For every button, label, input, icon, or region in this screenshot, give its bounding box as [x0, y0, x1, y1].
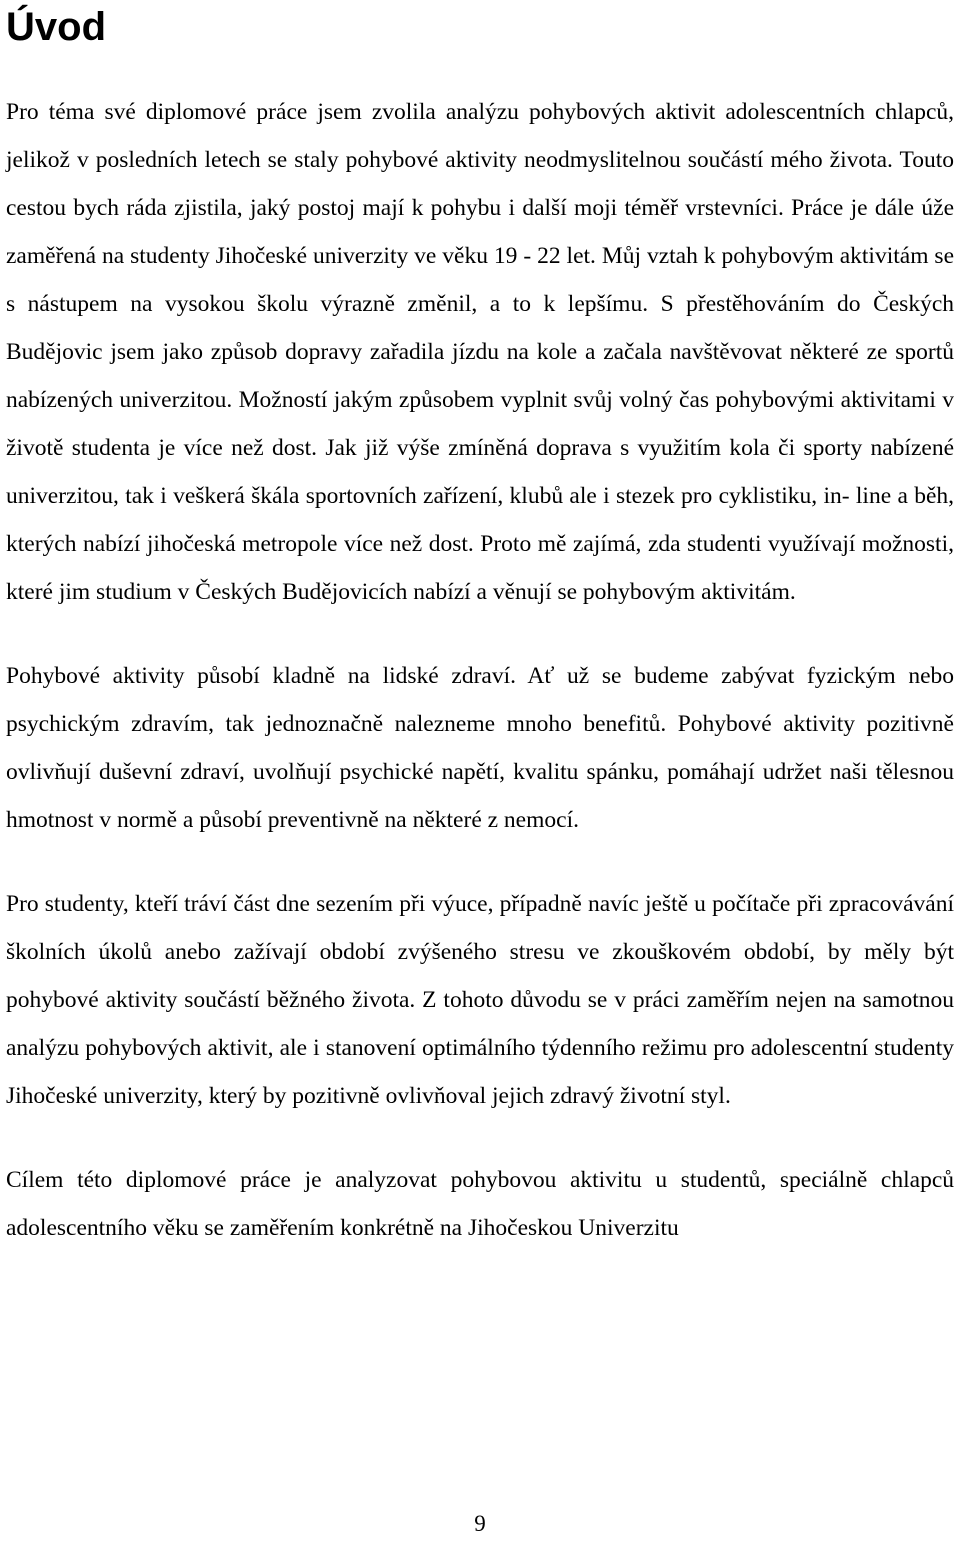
page-number: 9 — [474, 1511, 486, 1536]
paragraph-1: Pro téma své diplomové práce jsem zvolila analýzu pohybových aktivit adolescentních chlapců, jelikož v posledních letech se staly pohybové aktivity neodmyslitelnou součástí mého života. Touto cestou bych ráda zjistila, jaký postoj mají k pohybu i další moji téměř vrstevníci. Práce je dále úže zaměřená na studenty Jihočeské univerzity ve věku 19 - 22 let. Můj vztah k pohybovým aktivitám se s nástupem na vysokou školu výrazně změnil, a to k lepšímu. S přestěhováním do Českých Budějovic jsem jako způsob dopravy zařadila jízdu na kole a začala navštěvovat některé ze sportů nabízených univerzitou. Možností jakým způsobem vyplnit svůj volný čas pohybovými aktivitami v životě studenta je více než dost. Jak již výše zmíněná doprava s využitím kola či sporty nabízené univerzitou, tak i veškerá škála sportovních zařízení, klubů ale i stezek pro cyklistiku, in- line a běh, kterých nabízí jihočeská metropole více než dost. Proto mě zajímá, zda studenti využívají možnosti, které jim studium v Českých Budějovicích nabízí a věnují se pohybovým aktivitám. — [6, 99, 954, 605]
paragraph-2: Pohybové aktivity působí kladně na lidské zdraví. Ať už se budeme zabývat fyzickým nebo psychickým zdravím, tak jednoznačně nalezneme mnoho benefitů. Pohybové aktivity pozitivně ovlivňují duševní zdraví, uvolňují psychické napětí, kvalitu spánku, pomáhají udržet naši tělesnou hmotnost v normě a působí preventivně na některé z nemocí. — [6, 663, 954, 833]
section-heading: Úvod — [6, 5, 106, 49]
paragraph-3: Pro studenty, kteří tráví část dne sezením při výuce, případně navíc ještě u počítače při zpracovávání školních úkolů anebo zažívají období zvýšeného stresu ve zkouškovém období, by měly být pohybové aktivity součástí běžného života. Z tohoto důvodu se v práci zaměřím nejen na samotnou analýzu pohybových aktivit, ale i stanovení optimálního týdenního režimu pro adolescentní studenty Jihočeské univerzity, který by pozitivně ovlivňoval jejich zdravý životní styl. — [6, 891, 954, 1109]
paragraph-4: Cílem této diplomové práce je analyzovat pohybovou aktivitu u studentů, speciálně chlapců adolescentního věku se zaměřením konkrétně na Jihočeskou Univerzitu — [6, 1167, 954, 1241]
document-page — [6, 0, 954, 1252]
